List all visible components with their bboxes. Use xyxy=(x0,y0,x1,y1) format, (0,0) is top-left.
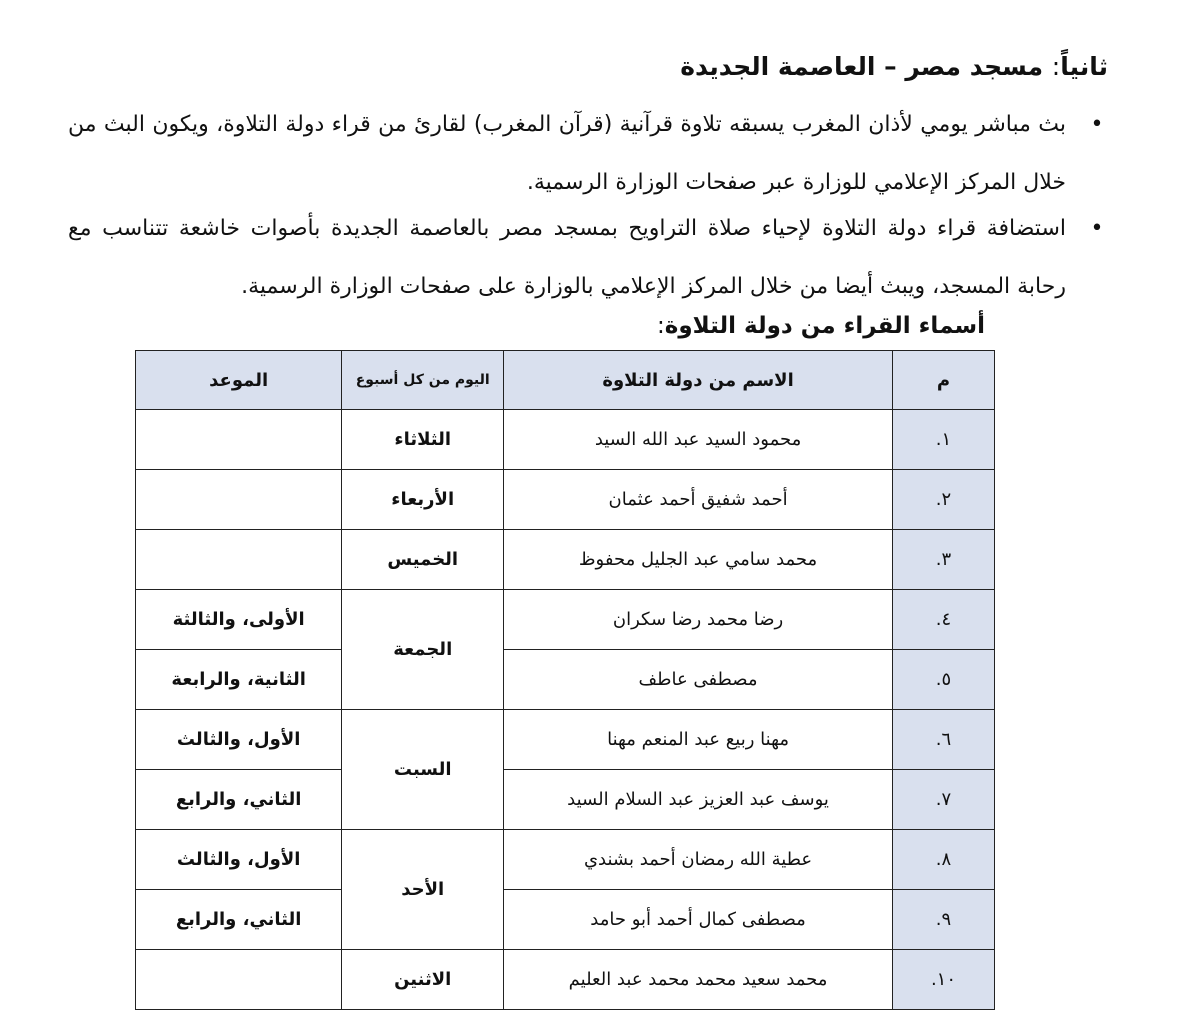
row-slot: الثانية، والرابعة xyxy=(136,650,342,710)
row-name: مصطفى كمال أحمد أبو حامد xyxy=(504,890,893,950)
table-row xyxy=(136,770,995,830)
row-day: الاثنين xyxy=(342,950,504,1010)
table-row xyxy=(136,710,995,770)
table-row xyxy=(136,890,995,950)
row-name: رضا محمد رضا سكران xyxy=(504,590,893,650)
header-num: م xyxy=(892,351,994,410)
heading-prefix: ثانياً xyxy=(1060,52,1108,81)
bullet-text: بث مباشر يومي لأذان المغرب يسبقه تلاوة قرآنية (قرآن المغرب) لقارئ من قراء دولة التلاوة، ويكون البث من خلال المركز الإعلامي للوزارة عبر صفحات الوزارة الرسمية. xyxy=(68,112,1066,195)
bullet-item-2 xyxy=(68,200,1108,316)
table-caption-text: أسماء القراء من دولة التلاوة xyxy=(664,313,985,339)
row-day: الجمعة xyxy=(342,590,504,710)
table-row xyxy=(136,830,995,890)
row-slot: الثاني، والرابع xyxy=(136,770,342,830)
row-day: الثلاثاء xyxy=(342,410,504,470)
row-slot xyxy=(136,470,342,530)
table-header-row xyxy=(136,351,995,410)
bullet-icon: • xyxy=(1090,112,1104,137)
table-caption-colon: : xyxy=(657,313,665,339)
row-num: ٩. xyxy=(892,890,994,950)
table-row xyxy=(136,530,995,590)
header-slot: الموعد xyxy=(136,351,342,410)
heading-colon: : xyxy=(1051,52,1061,81)
row-num: ٨. xyxy=(892,830,994,890)
row-name: أحمد شفيق أحمد عثمان xyxy=(504,470,893,530)
row-num: ١٠. xyxy=(892,950,994,1010)
row-name: عطية الله رمضان أحمد بشندي xyxy=(504,830,893,890)
row-slot: الأول، والثالث xyxy=(136,830,342,890)
table-row xyxy=(136,650,995,710)
row-slot xyxy=(136,950,342,1010)
row-day: الأربعاء xyxy=(342,470,504,530)
row-name: محمد سعيد محمد محمد عبد العليم xyxy=(504,950,893,1010)
row-slot xyxy=(136,530,342,590)
section-heading xyxy=(680,52,1108,81)
row-day: السبت xyxy=(342,710,504,830)
row-num: ٣. xyxy=(892,530,994,590)
row-day: الأحد xyxy=(342,830,504,950)
bullet-item-1 xyxy=(68,96,1108,212)
row-name: محمد سامي عبد الجليل محفوظ xyxy=(504,530,893,590)
header-day: اليوم من كل أسبوع xyxy=(342,351,504,410)
row-name: مهنا ربيع عبد المنعم مهنا xyxy=(504,710,893,770)
row-name: يوسف عبد العزيز عبد السلام السيد xyxy=(504,770,893,830)
row-day: الخميس xyxy=(342,530,504,590)
table-row xyxy=(136,470,995,530)
row-slot: الأولى، والثالثة xyxy=(136,590,342,650)
table-row xyxy=(136,410,995,470)
row-slot: الأول، والثالث xyxy=(136,710,342,770)
table-caption xyxy=(657,313,985,339)
header-name: الاسم من دولة التلاوة xyxy=(504,351,893,410)
row-num: ٧. xyxy=(892,770,994,830)
heading-title: مسجد مصر – العاصمة الجديدة xyxy=(680,52,1044,81)
row-num: ٦. xyxy=(892,710,994,770)
row-num: ٢. xyxy=(892,470,994,530)
table-row xyxy=(136,950,995,1010)
bullet-text: استضافة قراء دولة التلاوة لإحياء صلاة التراويح بمسجد مصر بالعاصمة الجديدة بأصوات خاشعة تتناسب مع رحابة المسجد، ويبث أيضا من خلال المركز الإعلامي بالوزارة على صفحات الوزارة الرسمية. xyxy=(68,216,1066,299)
table-row xyxy=(136,590,995,650)
row-slot: الثاني، والرابع xyxy=(136,890,342,950)
bullet-icon: • xyxy=(1090,216,1104,241)
row-num: ٤. xyxy=(892,590,994,650)
row-name: محمود السيد عبد الله السيد xyxy=(504,410,893,470)
row-slot xyxy=(136,410,342,470)
row-name: مصطفى عاطف xyxy=(504,650,893,710)
row-num: ٥. xyxy=(892,650,994,710)
readers-table xyxy=(135,350,995,1010)
row-num: ١. xyxy=(892,410,994,470)
